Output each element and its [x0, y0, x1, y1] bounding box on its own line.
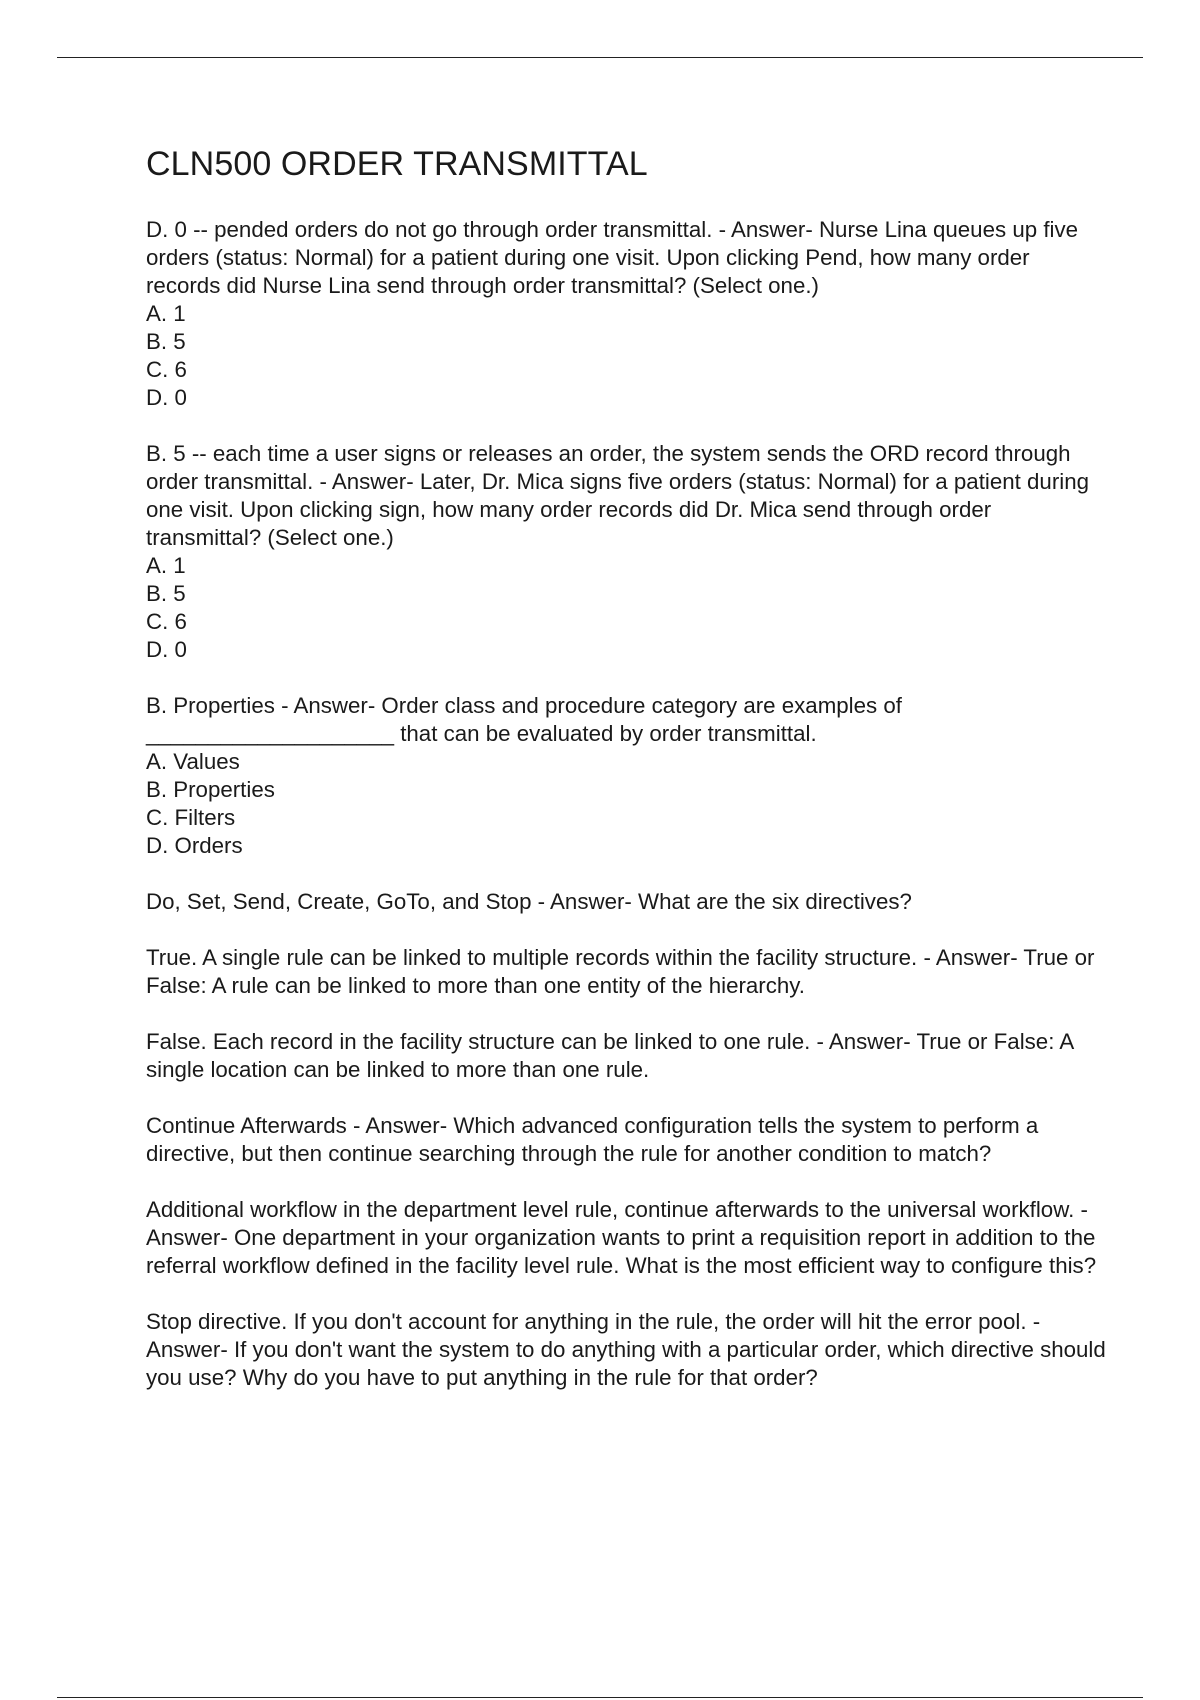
qa-text: True. A single rule can be linked to multiple records within the facility structure. - Answer- True or False: A rule can be linked to more than one entity of the hierarchy.	[146, 945, 1101, 998]
option-c: C. Filters	[146, 805, 236, 830]
qa-text: Stop directive. If you don't account for anything in the rule, the order will hit the error pool. - Answer- If you don't want the system to do anything with a particular order, which directive should you use? Why do you have to put anything in the rule for that order?	[146, 1309, 1112, 1390]
qa-text: D. 0 -- pended orders do not go through order transmittal. - Answer- Nurse Lina queues up five orders (status: Normal) for a patient during one visit. Upon clicking Pend, how many order records did Nurse Lina send through order transmittal? (Select one.)	[146, 217, 1085, 298]
qa-text: False. Each record in the facility structure can be linked to one rule. - Answer- True or False: A single location can be linked to more than one rule.	[146, 1029, 1080, 1082]
option-a: A. 1	[146, 553, 186, 578]
option-c: C. 6	[146, 357, 187, 382]
qa-options	[146, 300, 1106, 412]
option-d: D. 0	[146, 385, 187, 410]
option-a: A. Values	[146, 749, 240, 774]
option-a: A. 1	[146, 301, 186, 326]
qa-options	[146, 552, 1106, 664]
qa-item-3	[146, 692, 1106, 860]
bottom-divider	[57, 1697, 1143, 1698]
qa-item-9	[146, 1308, 1112, 1392]
option-b: B. 5	[146, 329, 186, 354]
qa-item-6	[146, 1028, 1106, 1084]
qa-item-1	[146, 216, 1106, 412]
qa-text: Additional workflow in the department level rule, continue afterwards to the universal workflow. - Answer- One department in your organization wants to print a requisition report in addition to the referral workflow defined in the facility level rule. What is the most efficient way to configure this?	[146, 1197, 1102, 1278]
document-body	[146, 142, 1112, 1420]
qa-text: Do, Set, Send, Create, GoTo, and Stop - Answer- What are the six directives?	[146, 889, 912, 914]
option-b: B. Properties	[146, 777, 275, 802]
qa-item-2	[146, 440, 1106, 664]
qa-item-7	[146, 1112, 1106, 1168]
option-d: D. Orders	[146, 833, 243, 858]
qa-item-4	[146, 888, 1106, 916]
top-divider	[57, 57, 1143, 58]
qa-text: B. 5 -- each time a user signs or releases an order, the system sends the ORD record through order transmittal. - Answer- Later, Dr. Mica signs five orders (status: Normal) for a patient during one visit. Upon clicking sign, how many order records did Dr. Mica send through order transmittal? (Select one.)	[146, 441, 1096, 550]
document-title: CLN500 ORDER TRANSMITTAL	[146, 145, 648, 183]
qa-item-5	[146, 944, 1106, 1000]
option-c: C. 6	[146, 609, 187, 634]
option-b: B. 5	[146, 581, 186, 606]
qa-item-8	[146, 1196, 1106, 1280]
qa-text: B. Properties - Answer- Order class and procedure category are examples of ____________________ that can be evaluated by order transmittal.	[146, 693, 909, 746]
qa-options	[146, 748, 1106, 860]
qa-text: Continue Afterwards - Answer- Which advanced configuration tells the system to perform a directive, but then continue searching through the rule for another condition to match?	[146, 1113, 1045, 1166]
option-d: D. 0	[146, 637, 187, 662]
